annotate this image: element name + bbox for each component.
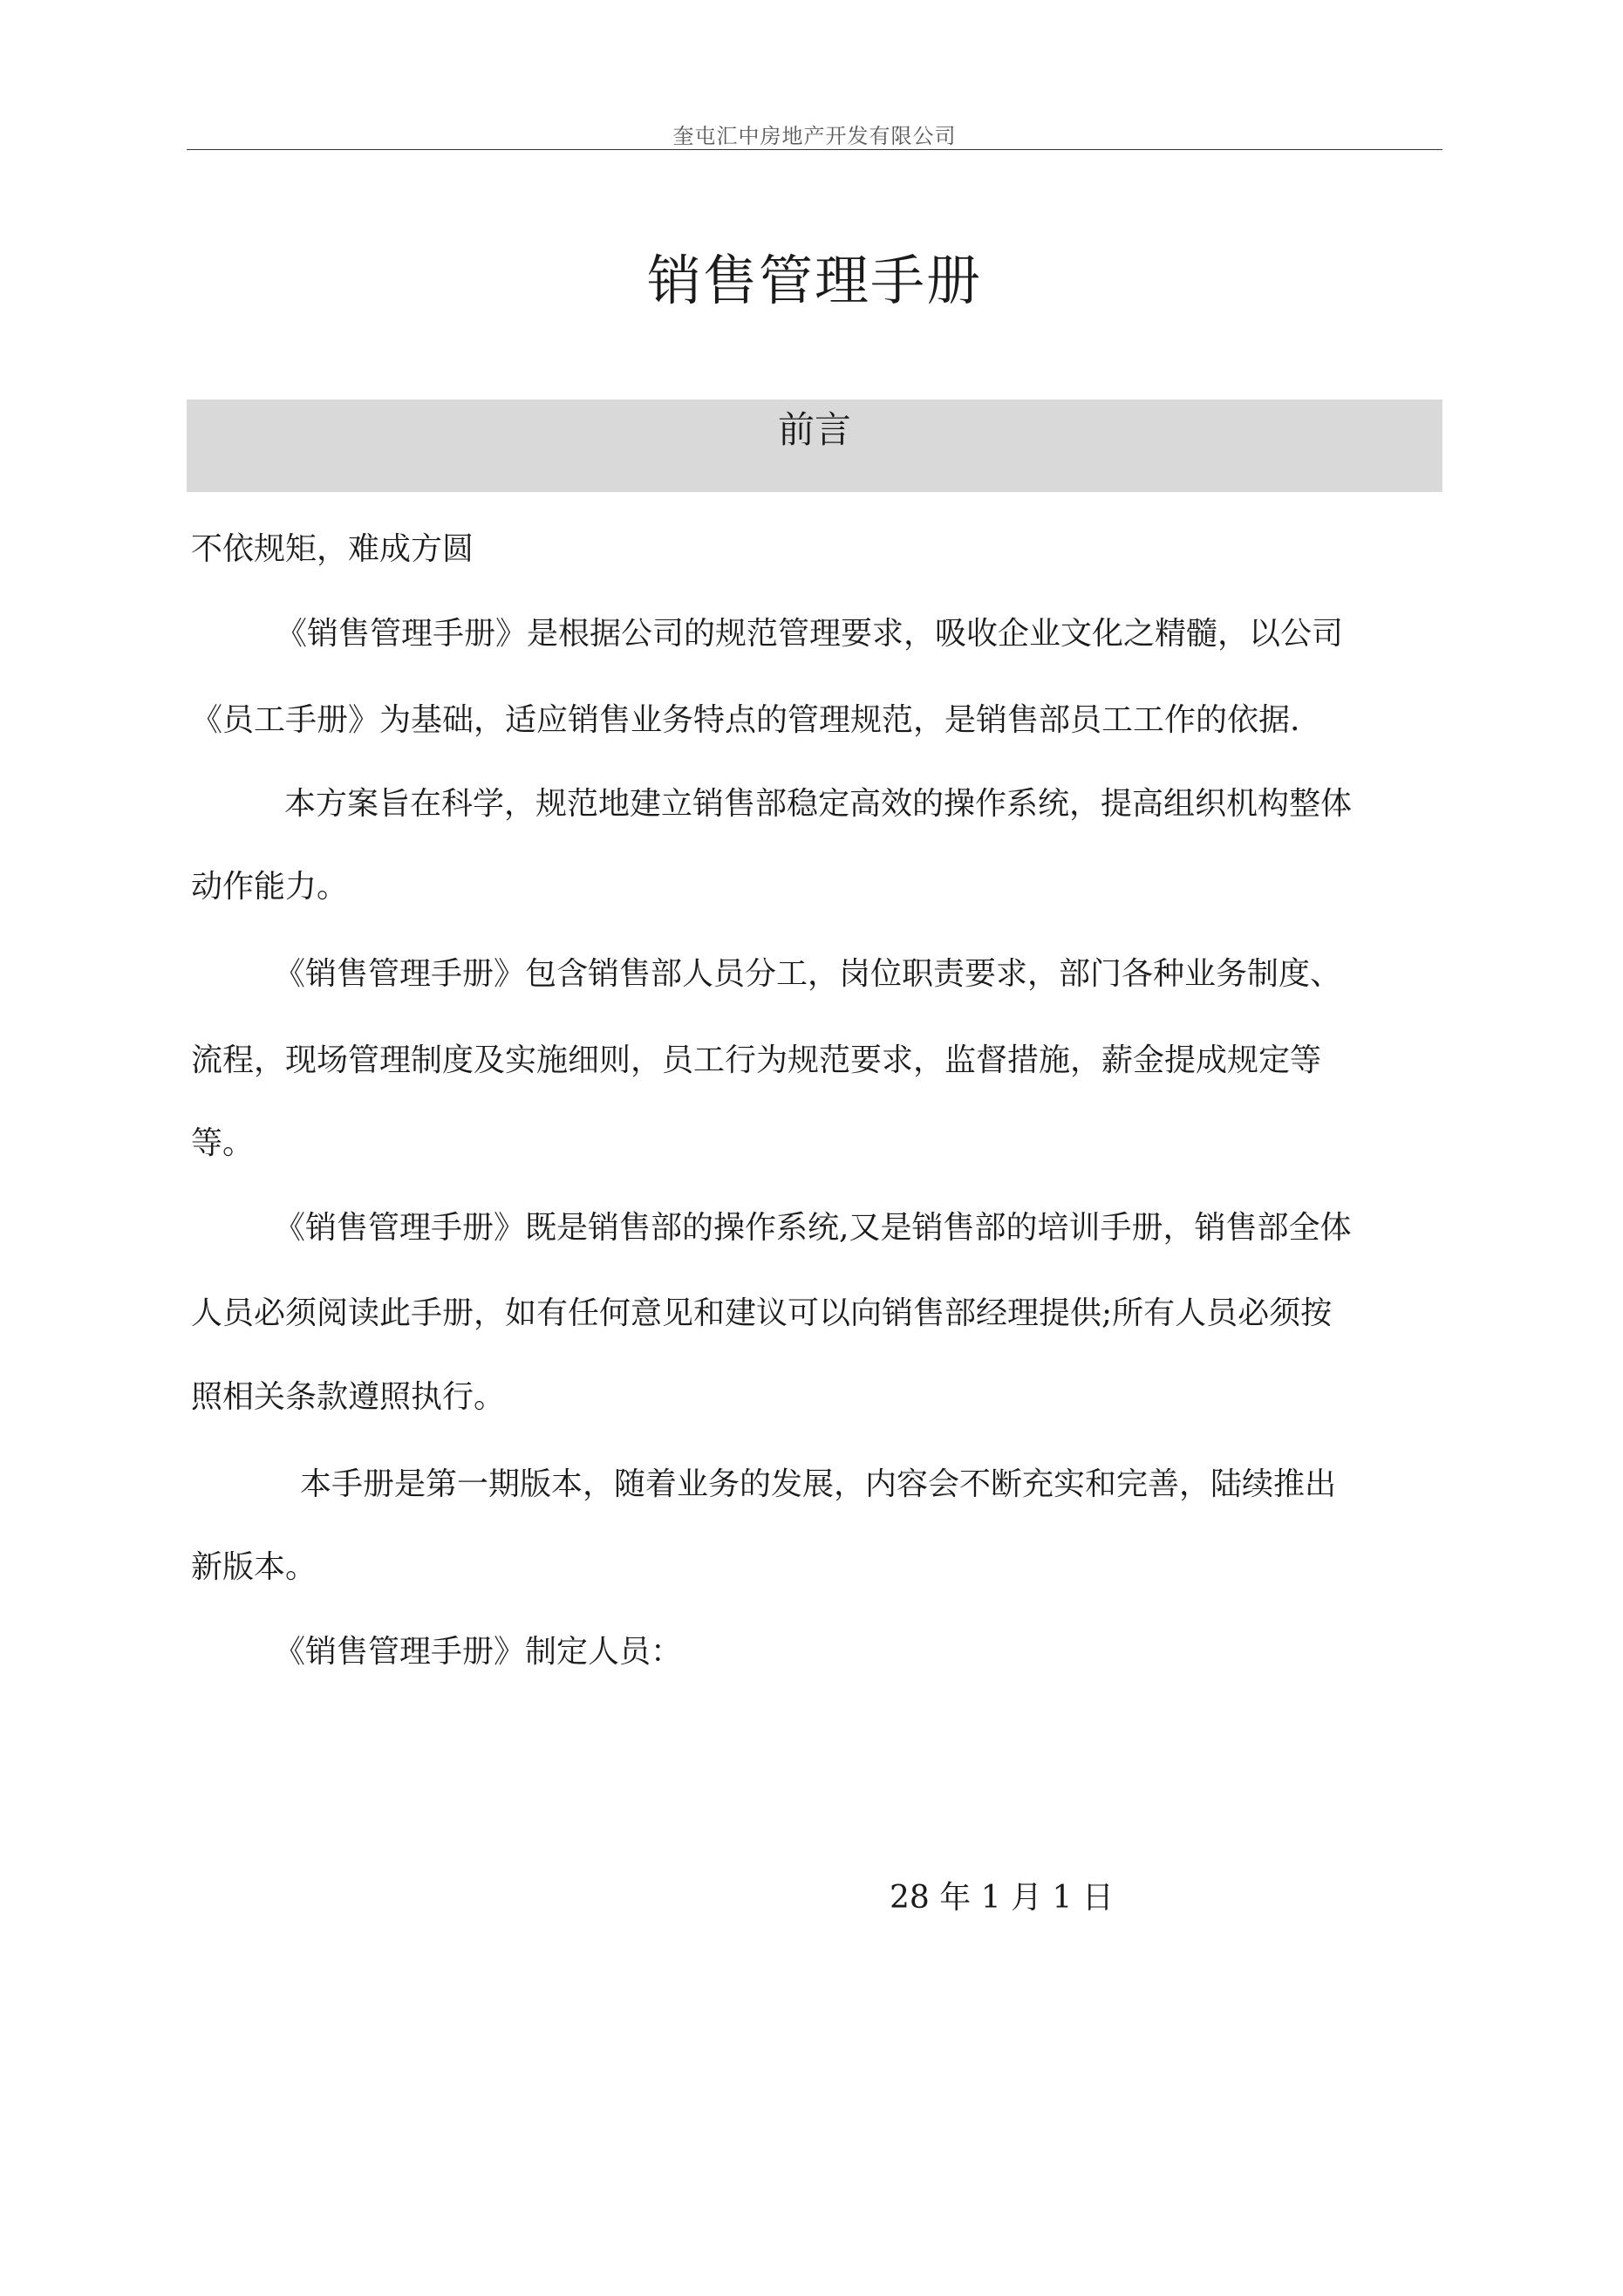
running-header-company: 奎屯汇中房地产开发有限公司: [672, 124, 957, 148]
section-title: 前言: [777, 408, 851, 451]
body-line: 流程，现场管理制度及实施细则，员工行为规范要求，监督措施，薪金提成规定等: [191, 1042, 1322, 1078]
body-line: 《销售管理手册》制定人员：: [274, 1634, 683, 1670]
section-heading-band: [187, 400, 1442, 492]
document-title: 销售管理手册: [646, 249, 982, 312]
body-line: 本手册是第一期版本，随着业务的发展，内容会不断充实和完善，陆续推出: [300, 1466, 1337, 1502]
body-line: 人员必须阅读此手册，如有任何意见和建议可以向销售部经理提供;所有人员必须按: [191, 1295, 1333, 1331]
body-line: 《销售管理手册》既是销售部的操作系统,又是销售部的培训手册，销售部全体: [274, 1210, 1352, 1246]
body-line: 不依规矩，难成方圆: [191, 531, 474, 567]
header-rule: [187, 149, 1442, 150]
body-line: 本方案旨在科学，规范地建立销售部稳定高效的操作系统，提高组织机构整体: [284, 786, 1353, 822]
body-line: 新版本。: [191, 1549, 317, 1585]
body-line: 照相关条款遵照执行。: [191, 1379, 506, 1415]
body-line: 《员工手册》为基础，适应销售业务特点的管理规范，是销售部员工工作的依据.: [191, 702, 1300, 738]
body-line: 等。: [191, 1125, 255, 1161]
body-line: 动作能力。: [191, 869, 349, 905]
body-line: 《销售管理手册》是根据公司的规范管理要求，吸收企业文化之精髓，以公司: [276, 616, 1344, 652]
body-line: 《销售管理手册》包含销售部人员分工，岗位职责要求，部门各种业务制度、: [274, 956, 1342, 992]
document-date: 28 年 1 月 1 日: [890, 1880, 1114, 1916]
